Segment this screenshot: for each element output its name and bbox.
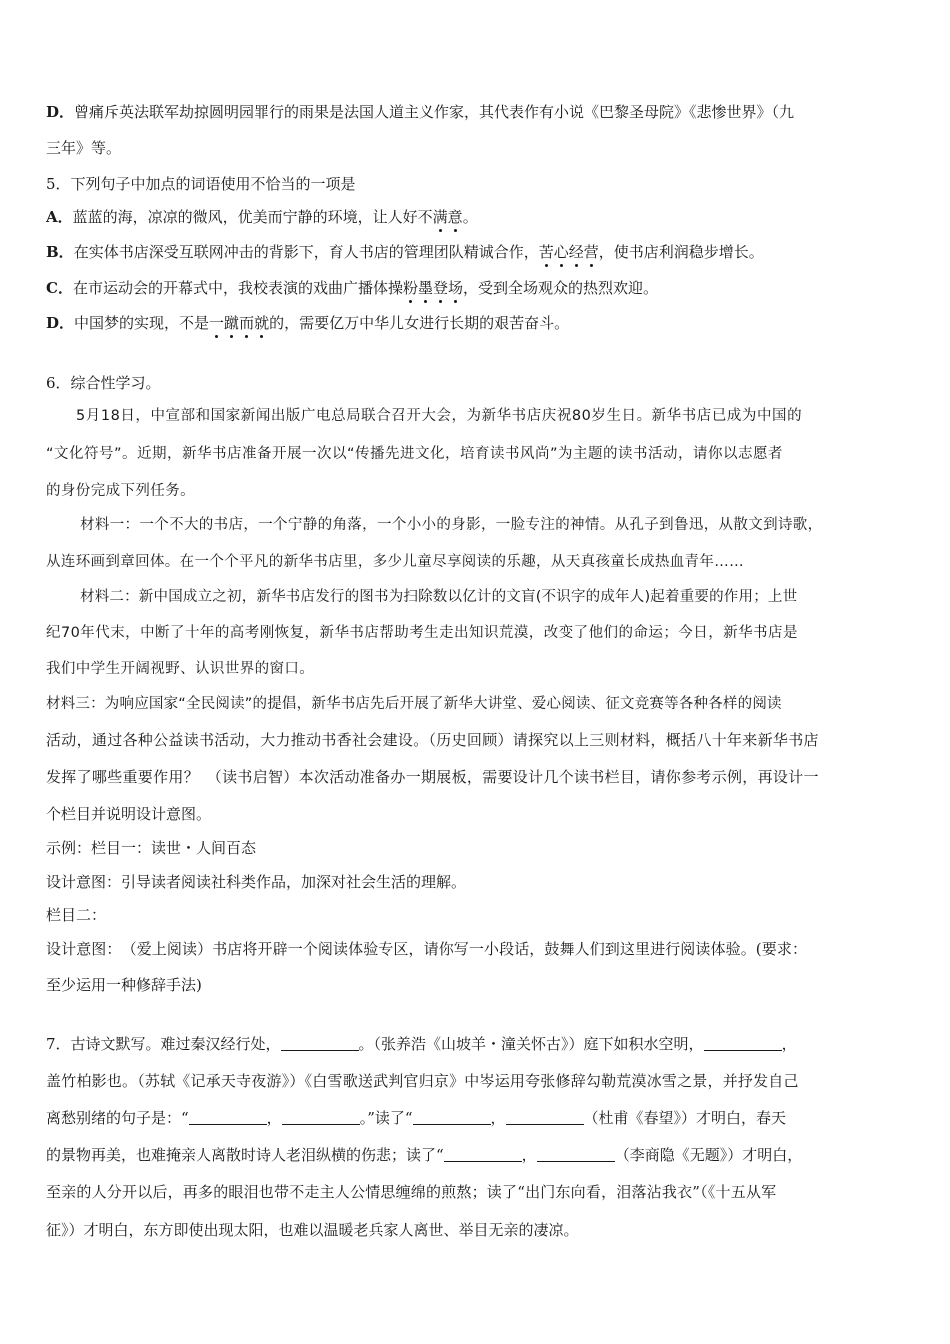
answer-blank[interactable] [537,1147,615,1162]
q4-option-d-line2: 三年》等。 [46,139,122,157]
answer-blank[interactable] [704,1036,782,1051]
q5-option-c-label: C． [46,279,73,297]
q6-material3-line4: 个栏目并说明设计意图。 [46,805,212,823]
dotted-char: 墨 [417,279,433,297]
q5-option-c-post: ，受到全场观众的热烈欢迎。 [463,279,659,297]
q5-option-a [46,207,910,227]
dotted-char: 蹴 [224,314,240,332]
q4-option-d-text: 曾痛斥英法联军劫掠圆明园罪行的雨果是法国人道主义作家，其代表作有小说《巴黎圣母院》《悲惨世界》（九 [74,103,795,121]
dotted-char: 经 [568,243,584,261]
dotted-char: 营 [583,243,599,261]
q6-intro-line2: “文化符号”。近期，新华书店准备开展一次以“传播先进文化，培育读书风尚”为主题的读书活动，请你以志愿者 [46,446,784,462]
q6-material1-line1: 材料一：一个不大的书店，一个宁静的角落，一个小小的身影，一脸专注的神情。从孔子到鲁迅，从散文到诗歌， [80,517,823,533]
q6-example-line5: 至少运用一种修辞手法) [46,976,202,994]
q6-example-line3: 栏目二： [46,906,107,924]
q5-option-c-pre: 在市运动会的开幕式中，我校表演的戏曲广播体操 [72,279,403,297]
q7-line1 [46,1034,910,1054]
q6-material2-line2: 纪70年代末，中断了十年的高考刚恢复，新华书店帮助考生走出知识荒漠，改变了他们的命运；今日，新华书店是 [46,625,798,641]
dotted-char: 粉 [402,279,418,297]
dotted-char: 登 [433,279,449,297]
q5-option-d [46,313,910,333]
q7-line6: 征》）才明白，东方即使出现太阳，也难以温暖老兵家人离世、举目无亲的凄凉。 [46,1221,579,1239]
answer-blank[interactable] [444,1147,522,1162]
dotted-char: 而 [239,314,255,332]
q4-option-d-line1 [46,102,910,122]
q7-line4-c: （李商隐《无题》）才明白， [614,1146,803,1164]
q6-example-line2: 设计意图：引导读者阅读社科类作品，加深对社会生活的理解。 [46,873,467,891]
q7-line3-d: ， [490,1109,506,1127]
q7-line3-a: 离愁别绪的句子是：“ [46,1109,189,1127]
q5-option-a-label: A． [46,208,73,226]
q5-option-b [46,242,910,262]
dotted-char: 意 [447,208,463,226]
q5-option-a-pre: 蓝蓝的海，凉凉的微风，优美而宁静的环境，让人好不 [72,208,433,226]
dotted-char: 苦 [538,243,554,261]
q7-line1-c: ， [781,1035,797,1053]
q6-material3-line1: 材料三：为响应国家“全民阅读”的提倡，新华书店先后开展了新华大讲堂、爱心阅读、征文竞赛等各种各样的阅读 [46,696,782,712]
q5-option-b-label: B． [46,243,74,261]
q6-material2-line3: 我们中学生开阔视野、认识世界的窗口。 [46,661,315,677]
dotted-char: 一 [209,314,225,332]
q5-option-a-post: 。 [462,208,478,226]
answer-blank[interactable] [281,1036,359,1051]
dotted-char: 满 [432,208,448,226]
q7-line1-a: 7．古诗文默写。难过秦汉经行处， [46,1035,281,1053]
q7-line3 [46,1108,910,1128]
q6-material1-line2: 从连环画到章回体。在一个个平凡的新华书店里，多少儿童尽享阅读的乐趣，从天真孩童长成热血青年…… [46,554,744,570]
q6-example-line4: 设计意图： （爱上阅读）书店将开辟一个阅读体验专区，请你写一小段话，鼓舞人们到这里进行阅读体验。(要求： [46,940,808,958]
q6-material2-line1: 材料二：新中国成立之初，新华书店发行的图书为扫除数以亿计的文盲(不识字的成年人)起着重要的作用；上世 [80,589,798,605]
q6-intro-line1: 5月18日，中宣部和国家新闻出版广电总局联合召开大会，为新华书店庆祝80岁生日。新华书店已成为中国的 [76,408,803,424]
q7-line4 [46,1145,910,1165]
answer-blank[interactable] [413,1110,491,1125]
q5-option-d-label: D． [46,314,75,332]
answer-blank[interactable] [282,1110,360,1125]
q5-option-b-post: ，使书店利润稳步增长。 [598,243,764,261]
q6-material3-line2: 活动，通过各种公益读书活动，大力推动书香社会建设。（历史回顾）请探究以上三则材料，概括八十年来新华书店 [46,731,819,749]
q6-example-line1: 示例：栏目一：读世・人间百态 [46,839,257,857]
q7-line2: 盖竹柏影也。（苏轼《记承天寺夜游》）《白雪歌送武判官归京》中岑运用夸张修辞勾勒荒漠冰雪之景，并抒发自己 [46,1072,799,1090]
q6-stem: 6．综合性学习。 [46,374,161,392]
q7-line3-e: （杜甫《春望》）才明白，春天 [583,1109,787,1127]
q7-line3-c: 。”读了“ [359,1109,413,1127]
q7-line4-a: 的景物再美，也难掩亲人离散时诗人老泪纵横的伤悲；读了“ [46,1146,444,1164]
q5-stem: 5．下列句子中加点的词语使用不恰当的一项是 [46,175,356,193]
answer-blank[interactable] [506,1110,584,1125]
q4-option-d-label: D． [46,103,75,121]
q7-line4-b: ， [521,1146,537,1164]
q5-option-b-pre: 在实体书店深受互联网冲击的背影下，育人书店的管理团队精诚合作， [73,243,539,261]
q6-intro-line3: 的身份完成下列任务。 [46,483,195,499]
q6-material3-line3: 发挥了哪些重要作用？ （读书启智）本次活动准备办一期展板，需要设计几个读书栏目，请你参考示例，再设计一 [46,768,819,786]
dotted-char: 心 [553,243,569,261]
q5-option-c [46,278,910,298]
q7-line5: 至亲的人分开以后，再多的眼泪也带不走主人公情思缠绵的煎熬；读了“出门东向看，泪落沾我衣”（《十五从军 [46,1183,777,1201]
answer-blank[interactable] [189,1110,267,1125]
q5-option-d-post: 的，需要亿万中华儿女进行长期的艰苦奋斗。 [269,314,570,332]
dotted-char: 就 [254,314,270,332]
q7-line1-b: 。（张养浩《山坡羊・潼关怀古》）庭下如积水空明， [358,1035,704,1053]
q5-option-d-pre: 中国梦的实现，不是 [74,314,210,332]
q7-line3-b: ， [266,1109,282,1127]
dotted-char: 场 [448,279,464,297]
